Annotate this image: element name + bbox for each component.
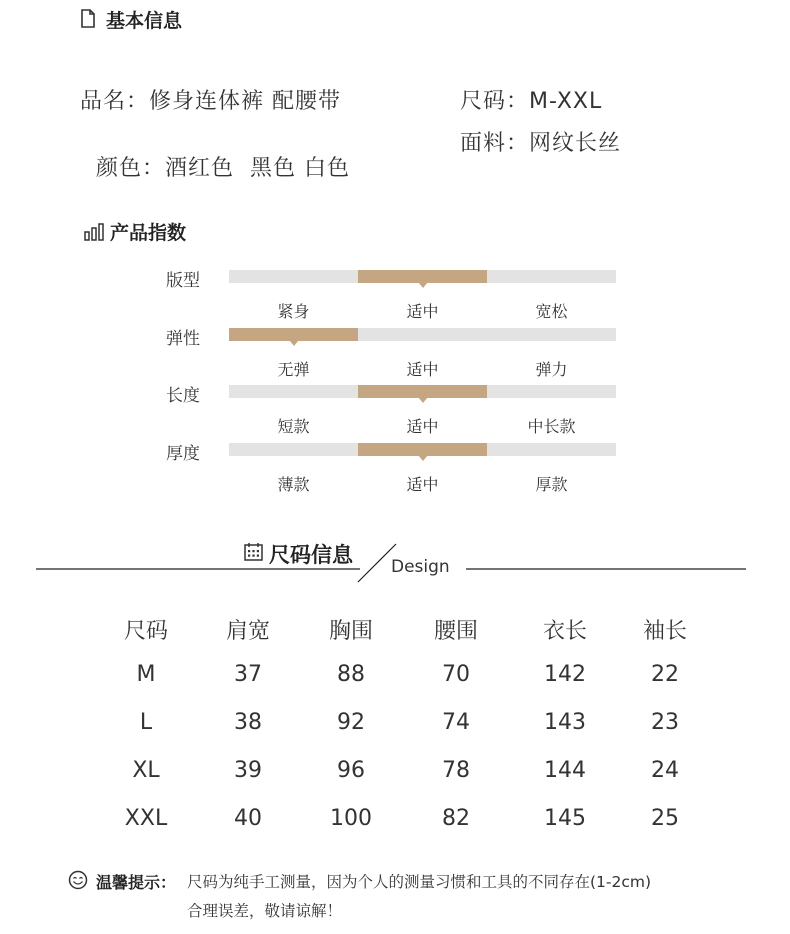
design-text: Design [391,557,450,577]
index-bar [229,328,616,341]
index-option-label: 中长款 [527,417,576,436]
size-table-cell: XL [132,758,160,783]
index-option-label: 适中 [406,360,439,379]
index-marker [358,270,487,283]
size-table-cell: 143 [544,710,586,735]
index-segment [487,328,616,341]
product-fabric-value: 网纹长丝 [529,131,622,156]
index-row-label: 长度 [166,386,200,406]
index-segment [358,328,487,341]
size-table-header: 肩宽 [225,619,270,644]
product-fabric-label: 面料： [460,131,530,156]
index-segment [487,385,616,398]
index-bar [229,385,616,398]
index-bar [229,443,616,456]
size-table-cell: 23 [651,710,679,735]
index-option-label: 适中 [406,302,439,321]
index-marker [358,443,487,456]
product-fabric [460,126,621,157]
size-table-cell: 25 [651,806,679,831]
size-table-cell: XXL [124,806,168,831]
product-name-label: 品名： [80,89,150,114]
smile-icon [68,870,88,890]
index-row-label: 厚度 [166,444,200,464]
size-table-cell: 40 [234,806,262,831]
size-table-header: 衣长 [542,619,587,644]
index-marker [229,328,358,341]
index-row-label: 版型 [166,271,200,291]
index-bar [229,270,616,283]
index-option-label: 宽松 [535,302,568,321]
size-table-cell: 24 [651,758,679,783]
size-table-cell: M [136,662,156,687]
size-info-title: 尺码信息 [269,543,353,567]
size-table-cell: 142 [544,662,586,687]
size-table-cell: 38 [234,710,262,735]
size-table-cell: 100 [330,806,372,831]
index-option-label: 适中 [406,475,439,494]
tip-label: 温馨提示： [96,873,177,892]
size-table-cell: 144 [544,758,586,783]
size-table-header: 腰围 [433,619,478,644]
size-table-cell: 88 [337,662,365,687]
size-table-cell: 22 [651,662,679,687]
size-table-cell: 82 [442,806,470,831]
size-table-cell: 37 [234,662,262,687]
index-option-label: 弹力 [535,360,568,379]
index-option-label: 紧身 [277,302,310,321]
index-row-label: 弹性 [166,329,200,349]
product-color [80,126,350,182]
index-option-label: 无弹 [277,360,310,379]
product-name-value: 修身连体裤 配腰带 [149,89,342,114]
product-size-value: M-XXL [529,89,603,114]
basic-info-title: 基本信息 [106,10,183,32]
bar-chart-icon [84,223,104,241]
index-option-label: 薄款 [277,475,310,494]
index-option-label: 适中 [406,417,439,436]
product-color-value: 酒红色 黑色 白色 [165,156,350,181]
product-name [80,84,341,115]
product-color-label: 颜色： [96,156,166,181]
index-segment [487,443,616,456]
size-table-cell: 70 [442,662,470,687]
size-table-cell: 92 [337,710,365,735]
index-option-label: 短款 [277,417,310,436]
size-table-cell: L [139,710,153,735]
size-table-cell: 78 [442,758,470,783]
size-table-cell: 145 [544,806,586,831]
size-table-cell: 39 [234,758,262,783]
size-table-header: 袖长 [642,619,687,644]
size-table-header: 尺码 [123,619,168,644]
size-table-cell: 74 [442,710,470,735]
size-table-cell: 96 [337,758,365,783]
index-option-label: 厚款 [535,475,568,494]
index-segment [229,385,358,398]
tip-line-2: 合理误差，敬请谅解！ [187,902,343,920]
product-size [460,84,602,115]
tip-line-1: 尺码为纯手工测量，因为个人的测量习惯和工具的不同存在(1-2cm) [187,873,652,891]
index-marker [358,385,487,398]
product-size-label: 尺码： [460,89,530,114]
index-segment [487,270,616,283]
document-icon [80,9,96,28]
product-index-title: 产品指数 [110,222,187,244]
index-segment [229,443,358,456]
size-table-header: 胸围 [328,619,373,644]
index-segment [229,270,358,283]
